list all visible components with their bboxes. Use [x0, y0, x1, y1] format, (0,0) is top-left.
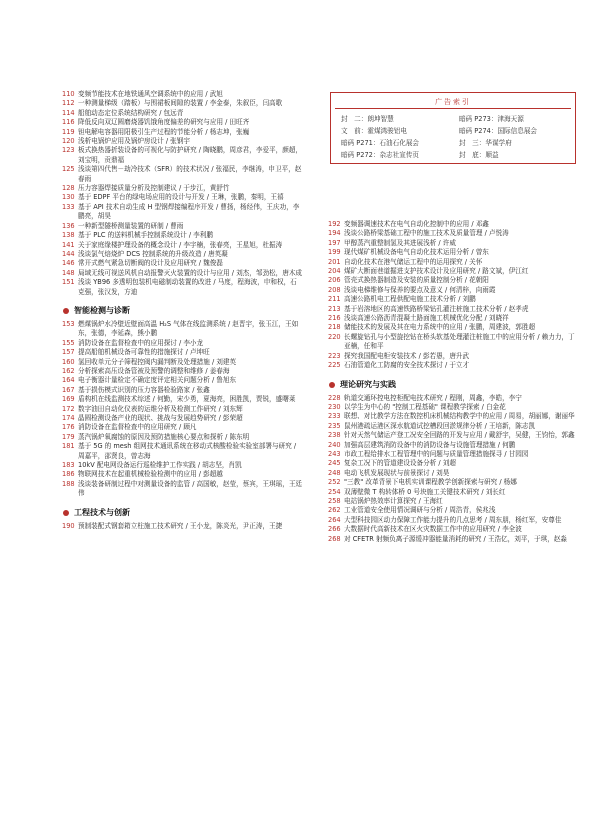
toc-entry [328, 361, 578, 370]
ad-index-cell: 封 二：朗坤智慧 [341, 115, 394, 123]
toc-page-number: 176 [62, 423, 75, 432]
toc-article-title: 高速公路机电工程供配电施工技术分析 / 刘鹏 [344, 295, 476, 304]
toc-article-title: 双薄壁微 T 构转体桥 0 号块施工关键技术研究 / 刘长红 [344, 487, 506, 496]
toc-entry [62, 222, 302, 231]
toc-article-title: 浅谈 YB96 多透明包装机电磁制动装置的改进 / 马度，程海波，申和权，石克强，张汉发，方迪 [78, 278, 297, 296]
toc-page-number: 116 [62, 118, 75, 127]
ad-index-row [341, 125, 537, 135]
section-heading-engineering [62, 508, 302, 518]
toc-article-title: 变频节能技术在地铁通风空调系统中的应用 / 武旭 [78, 90, 223, 98]
toc-page-number: 179 [62, 432, 75, 441]
toc-page-number: 243 [328, 449, 341, 458]
toc-entry [328, 323, 578, 332]
ad-index-row [341, 113, 524, 123]
toc-entry [62, 386, 302, 395]
toc-article-title: 浅谈氯气焙烧炉 DCS 控制系统的升级改造 / 唐英凝 [78, 249, 228, 258]
section-bullet-icon [63, 510, 69, 516]
toc-article-title: 船舶动态定位系统结构研究 / 包远青 [78, 108, 184, 117]
toc-article-title: 浅谈高速公路沥青混凝土路面施工机械优化分配 / 刘晓祥 [344, 314, 509, 323]
toc-article-title: 预制装配式钢套箱立柱施工技术研究 / 王小龙，陈炎光，尹正涛，王捷 [78, 521, 283, 530]
toc-page-number: 153 [62, 319, 75, 328]
toc-page-number: 258 [328, 496, 341, 505]
toc-page-number: 194 [328, 229, 341, 238]
toc-article-title: 轨道交通环控电控柜配电技术研究 / 程刚，周鑫，李皓，李宁 [344, 393, 522, 402]
toc-entry [328, 305, 578, 314]
toc-page-number: 110 [62, 90, 75, 98]
toc-page-number: 223 [328, 351, 341, 360]
toc-entry [62, 109, 302, 118]
toc-list [62, 320, 302, 499]
toc-article-title: 关于家庭缘楼护理设备的概念设计 / 李宇楠，张春亮，王星旭，杜振涛 [78, 240, 283, 249]
toc-page-number: 138 [62, 231, 75, 240]
toc-page-number: 192 [328, 220, 341, 228]
toc-article-title: 数字油田自动化仪表的运维分析及检测工作研究 / 刘东辉 [78, 404, 243, 413]
toc-page-number: 218 [328, 323, 341, 332]
toc-entry [62, 128, 302, 137]
toc-entry [62, 433, 302, 442]
toc-article-title: 电站锅炉热效率计算探究 / 王海红 [344, 496, 443, 505]
toc-page-number: 230 [328, 402, 341, 411]
toc-entry [328, 352, 578, 361]
toc-page-number: 266 [328, 525, 341, 534]
toc-entry [62, 320, 302, 339]
toc-page-number: 151 [62, 278, 75, 287]
toc-entry [328, 525, 578, 534]
toc-entry [62, 470, 302, 479]
toc-entry [62, 250, 302, 259]
toc-article-title: 基于 5G 的 mesh 组网技术通讯系统在移动式核酸检验实验室部署与研究 / 周嘉平，邵贤良，曾志海 [78, 442, 297, 460]
toc-page-number: 208 [328, 285, 341, 294]
toc-page-number: 123 [62, 146, 75, 155]
toc-entry [62, 241, 302, 250]
toc-page-number: 112 [62, 99, 75, 108]
toc-article-title: 工业管道安全使用情况调研与分析 / 周浩青，侯兆浅 [344, 506, 496, 515]
section-title: 工程技术与创新 [74, 507, 130, 517]
toc-page-number: 160 [62, 357, 75, 366]
toc-article-title: 物联网技术在起重机械检验检测中的应用 / 彭超越 [78, 470, 223, 479]
ad-index-row [341, 137, 512, 147]
toc-entry [328, 220, 578, 229]
toc-page-number: 136 [62, 221, 75, 230]
toc-entry [62, 376, 302, 385]
toc-entry [328, 478, 578, 487]
toc-list [328, 220, 578, 371]
toc-page-number: 141 [62, 240, 75, 249]
ad-index-cell: 暗码 P273：津海天源 [459, 115, 524, 123]
toc-entry [62, 90, 302, 99]
toc-entry [328, 450, 578, 459]
toc-right-column [328, 220, 578, 544]
toc-entry [328, 488, 578, 497]
toc-article-title: 浅谈第四代售－劫冷技术（SFR）的技术状况 / 张福民，李继涛，申卫平，赵春雨 [78, 165, 302, 183]
toc-page-number: 199 [328, 248, 341, 257]
toc-article-title: 盾构机在线监测技术综述 / 何勤，宋少勇，夏海亮，困胜凯，贾锐，盛曙莱 [78, 395, 296, 404]
toc-article-title: 板式换热器折装设备的可视化与防护研究 / 陶晓鹏，周彦君，李爱平，颜超，刘宝明，贡鼎福 [78, 146, 303, 164]
toc-entry [62, 423, 302, 432]
toc-entry [328, 239, 578, 248]
toc-entry [328, 295, 578, 304]
ad-index-cell: 文 前：霍煤鸿骏铝电 [341, 127, 407, 135]
toc-page-number: 252 [328, 478, 341, 487]
toc-entry [62, 442, 302, 461]
toc-list [62, 90, 302, 297]
toc-entry [62, 395, 302, 404]
toc-page-number: 248 [328, 468, 341, 477]
toc-article-title: 对 CFETR 射频负离子源缓冲器能量消耗的研究 / 王浩亿，刘平，于琪，赵淼 [344, 534, 567, 543]
toc-article-title: 浅谈公路桥梁基础工程中的施工技术及质量管理 / 卢悦涛 [344, 229, 509, 238]
toc-entry [62, 231, 302, 240]
toc-article-title: 基于 PLC 的送料机械手控制系统设计 / 李利鹏 [78, 231, 213, 240]
toc-article-title: 压力容器焊接质量分析及控制建议 / 于步江，黄舒竹 [78, 184, 230, 193]
toc-list [328, 394, 578, 545]
toc-entry [328, 469, 578, 478]
toc-article-title: 燃煤锅炉水冷壁近壁面高温 H₂S 气体在线监测系统 / 赵晋宇，张玉江，王如东，张德，李延森，熊小鹏 [78, 319, 299, 338]
toc-entry [62, 259, 302, 268]
ad-index-box [330, 92, 576, 164]
toc-entry [328, 333, 578, 352]
toc-article-title: 基于 API 技术自动生成 H 型钢焊接编程序开发 / 曹扬，杨经伟，王庆功，李鹏亮，胡昊 [78, 202, 300, 221]
toc-page-number: 268 [328, 534, 341, 543]
toc-entry [328, 394, 578, 403]
toc-page-number: 188 [62, 479, 75, 488]
toc-article-title: 加强高层建筑消防设备中的消防设备与设施管理措施 / 何鹏 [344, 440, 516, 449]
toc-page-number: 172 [62, 404, 75, 413]
toc-entry [62, 339, 302, 348]
toc-article-title: "三教" 改革背景下电机实训课程教学创新探索与研究 / 杨娜 [344, 478, 517, 487]
toc-article-title: 浅谈电梯维修与保养的要点及意义 / 何清梓，向雨霞 [344, 285, 496, 294]
toc-page-number: 245 [328, 459, 341, 468]
toc-page-number: 114 [62, 108, 75, 117]
toc-article-title: 一种测量梯级（踏板）与围裙板间隙的装置 / 李金泰，朱叙臣，闫高歌 [78, 99, 283, 108]
toc-entry [328, 286, 578, 295]
toc-entry [328, 535, 578, 544]
toc-page-number: 164 [62, 376, 75, 385]
toc-page-number: 216 [328, 314, 341, 323]
toc-page-number: 130 [62, 193, 75, 202]
toc-entry [328, 412, 578, 421]
toc-article-title: 现代煤矿机械设备电气自动化技术运用分析 / 曾东 [344, 248, 489, 257]
toc-page-number: 211 [328, 295, 341, 304]
toc-article-title: 变频器调速技术在电气自动化控制中的应用 / 邓鑫 [344, 220, 489, 228]
toc-page-number: 119 [62, 127, 75, 136]
toc-entry [328, 441, 578, 450]
toc-page-number: 128 [62, 184, 75, 193]
toc-entry [62, 414, 302, 423]
toc-article-title: 联想、对比教学方法在数控机床机械结构教学中的应用 / 周易，胡丽娜，谢丽华 [344, 412, 575, 421]
toc-article-title: 分析探索高压设备管被及预警的调整和维修 / 姜春海 [78, 366, 230, 375]
toc-entry [62, 278, 302, 297]
section-heading-smart [62, 306, 302, 316]
toc-page-number: 235 [328, 421, 341, 430]
toc-article-title: 自动化技术在港气储运工程中的运用探究 / 关怀 [344, 257, 483, 266]
toc-page-number: 262 [328, 506, 341, 515]
toc-entry [62, 405, 302, 414]
toc-entry [328, 506, 578, 515]
toc-entry [328, 403, 578, 412]
toc-article-title: 基于岩溶地区的高速铁路桥梁钻孔灌注桩施工技术分析 / 赵孝虎 [344, 304, 529, 313]
ad-index-cell: 暗码 P272：杂志社宣传页 [341, 151, 420, 159]
toc-page-number: 148 [62, 268, 75, 277]
ad-index-cell: 封 底：顺益 [459, 151, 499, 159]
toc-article-title: 长螺旋钻孔与小型旋挖钻在桥头软基处理灌注桩施工中的应用分析 / 赖力力，丁亚楠，任和平 [344, 332, 575, 351]
section-bullet-icon [63, 308, 69, 314]
toc-entry [328, 459, 578, 468]
toc-page-number: 167 [62, 385, 75, 394]
toc-page-number: 162 [62, 366, 75, 375]
toc-article-title: 针对天然气储运产登工况安全回路的开发与应用 / 戴舒宇，吴健，王钧怡，郭鑫 [344, 431, 575, 440]
toc-entry [328, 248, 578, 257]
toc-list [62, 522, 302, 531]
toc-entry [62, 367, 302, 376]
ad-index-cell: 暗码 P271：石油石化展会 [341, 139, 420, 147]
toc-entry [62, 99, 302, 108]
toc-entry [328, 497, 578, 506]
toc-article-title: 煤矿大断面巷道掘进支护技术设计及应用研究 / 路文斌，伊江红 [344, 267, 529, 276]
toc-page-number: 204 [328, 267, 341, 276]
toc-article-title: 大型科技园区动力保障工作能力提升的几点思考 / 周东朋，杨红军，安尊佳 [344, 515, 562, 524]
toc-page-number: 181 [62, 442, 75, 451]
toc-page-number: 155 [62, 338, 75, 347]
toc-article-title: 甲醇蒸汽重整制氢及其进展浅析 / 许威 [344, 238, 456, 247]
toc-entry [62, 480, 302, 499]
section-title: 智能检测与诊断 [74, 305, 130, 315]
toc-article-title: 石油管道化工防腐的安全技术探讨 / 于立才 [344, 361, 470, 370]
ad-index-cell: 封 三：华谋学府 [459, 139, 512, 147]
toc-article-title: 电动飞机发展现状与前景探讨 / 刘昊 [344, 468, 450, 477]
toc-page-number: 201 [328, 257, 341, 266]
toc-page-number: 144 [62, 249, 75, 258]
toc-entry [62, 193, 302, 202]
toc-article-title: 鼠州港疏运港区深水航道试挖槽段回淤规律分析 / 王培新，陈志凯 [344, 421, 536, 430]
toc-entry [328, 258, 578, 267]
toc-left-column [62, 90, 302, 531]
toc-entry [62, 522, 302, 531]
toc-article-title: 常开式燃气紧急切断阀的设计及应用研究 / 魏俊磊 [78, 259, 223, 268]
toc-entry [328, 516, 578, 525]
toc-page-number: 133 [62, 202, 75, 211]
toc-entry [62, 269, 302, 278]
toc-article-title: 钽电解电容器用阳极引生产过程的节能分析 / 杨志坤，张巍 [78, 127, 250, 136]
toc-page-number: 238 [328, 431, 341, 440]
toc-article-title: 提高船舶机械设备可靠性的措施探讨 / 卢坤旺 [78, 348, 210, 357]
toc-entry [328, 431, 578, 440]
toc-article-title: 复杂工况下的管道建设设备分析 / 刘超 [344, 459, 456, 468]
toc-article-title: 市政工程给排水工程管理中的问题与质量管理措施探寻 / 甘园园 [344, 449, 529, 458]
toc-article-title: 降低反向双辽圆磨烧器饥饿角度偏差的研究与应用 / 田旺齐 [78, 118, 250, 127]
toc-article-title: 蒸汽锅炉氧腐蚀的原因及预防措施核心要点和探析 / 陈东明 [78, 432, 250, 441]
toc-entry [328, 229, 578, 238]
toc-entry [62, 348, 302, 357]
toc-page-number: 220 [328, 332, 341, 341]
toc-entry [62, 203, 302, 222]
ad-index-cell: 暗码 P274：国际信息展会 [459, 127, 538, 135]
toc-entry [328, 422, 578, 431]
toc-article-title: 大数据时代高新技术在区火灾数据工作中的应用研究 / 李全波 [344, 525, 522, 534]
toc-page-number: 233 [328, 412, 341, 421]
toc-article-title: 消防设备在监督检查中的应用研究 / 顾凡 [78, 423, 197, 432]
toc-page-number: 169 [62, 395, 75, 404]
toc-article-title: 储能技术的发展及其在电力系统中的应用 / 张鹏，周建波，郭胜超 [344, 323, 536, 332]
ad-index-title: 广告索引 [435, 98, 471, 106]
section-heading-theory [328, 380, 578, 390]
toc-entry [62, 118, 302, 127]
toc-article-title: 局域无线可视送风机自动报警灭火装置的设计与应用 / 刘杰，邹劲松，唐木成 [78, 268, 303, 277]
toc-page-number: 213 [328, 304, 341, 313]
toc-article-title: 浅谈装备研制过程中对测量设备的监管 / 高国敏，赵莹，蔡宾，王琪瑶，王廷伟 [78, 479, 303, 498]
toc-page-number: 254 [328, 487, 341, 496]
toc-article-title: 晶圆检测设备产业的现状、挑战与发展趋势研究 / 彭荣超 [78, 414, 243, 422]
toc-article-title: 电子衡器计量检定不确定度评定相关问题分析 / 鲁旭东 [78, 376, 237, 385]
toc-article-title: 基于 EDPF 平台的绿电场应用的设计与开发 / 王琳，张鹏，秦明，王禧 [78, 193, 284, 202]
toc-article-title: 浅析电锅炉应用及锅炉房设计 / 张钢宇 [78, 137, 190, 146]
toc-article-title: 消防设备在监督检查中的应用探讨 / 李小龙 [78, 338, 204, 347]
toc-page-number: 120 [62, 137, 75, 146]
section-title: 理论研究与实践 [340, 379, 396, 389]
ad-index-row [341, 149, 499, 159]
section-bullet-icon [329, 382, 335, 388]
toc-article-title: 基于损伤模式识别的压力容器检验路家 / 张鑫 [78, 385, 210, 394]
toc-article-title: 一种新型隧桥测量装置的研制 / 曹雨 [78, 221, 184, 230]
toc-entry [62, 165, 302, 184]
toc-page-number: 174 [62, 414, 75, 422]
toc-article-title: 管壳式换热器制造及安装的质量控制分析 / 花朝阳 [344, 276, 489, 285]
toc-page-number: 190 [62, 521, 75, 530]
toc-page-number: 206 [328, 276, 341, 285]
toc-article-title: 以学生为中心的 "控制工程基础" 课程教学探索 / 白金花 [344, 402, 506, 411]
toc-article-title: 10kV 配电网设备运行巡检维护工作实践 / 胡志坚，肖凯 [78, 461, 242, 470]
toc-page-number: 225 [328, 361, 341, 370]
toc-page-number: 228 [328, 393, 341, 402]
toc-page-number: 146 [62, 259, 75, 268]
ad-index-divider [335, 108, 571, 109]
toc-entry [62, 146, 302, 165]
toc-page-number: 157 [62, 348, 75, 357]
toc-page-number: 183 [62, 461, 75, 470]
toc-entry [328, 276, 578, 285]
toc-page-number: 125 [62, 165, 75, 174]
toc-article-title: 探究我国配电柜安装技术 / 彭若愚，唐升武 [344, 351, 470, 360]
toc-entry [62, 358, 302, 367]
toc-page-number: 264 [328, 515, 341, 524]
toc-article-title: 氢回收单元分子筛程控阀内漏判断及处理措施 / 刘建英 [78, 357, 237, 366]
toc-page-number: 186 [62, 470, 75, 479]
toc-page-number: 197 [328, 238, 341, 247]
toc-page-number: 240 [328, 440, 341, 449]
